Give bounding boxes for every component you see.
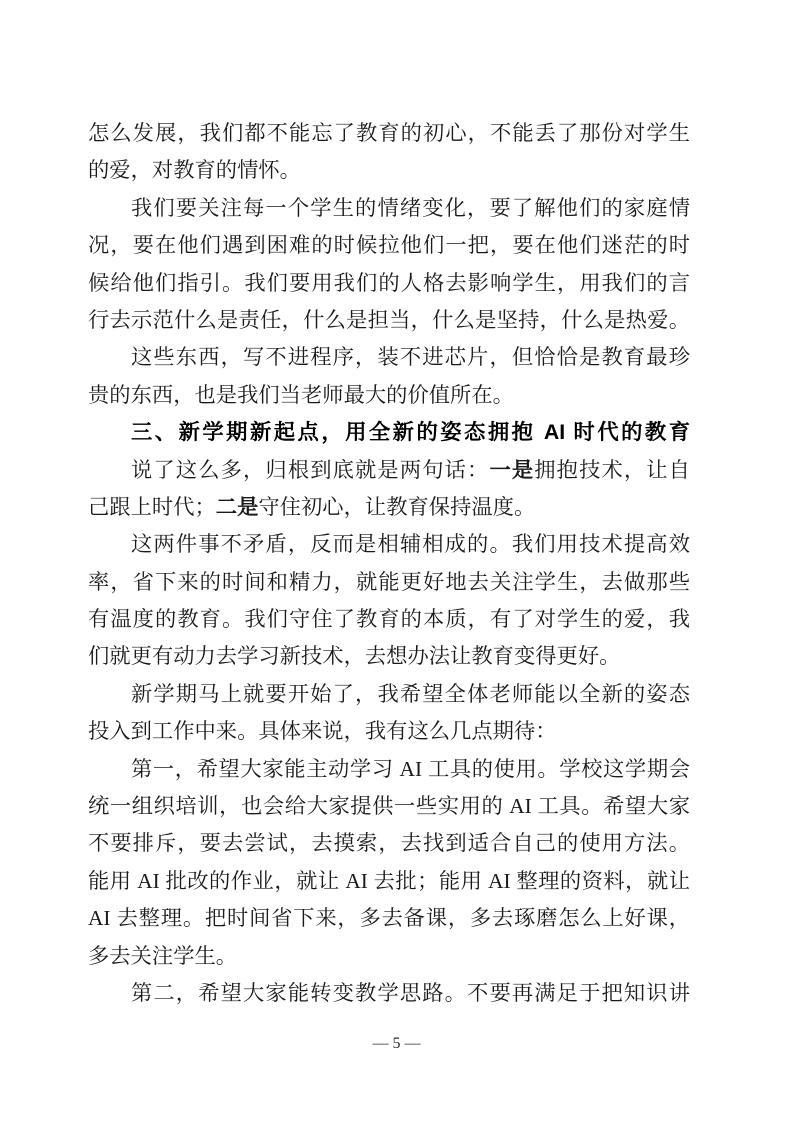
text-line [88,825,690,862]
text-run: 拥抱技术，让自 [534,457,690,482]
text-run: 投入到工作中来。具体来说，我有这么几点期待： [88,719,557,744]
text-run: 己跟上时代； [88,494,216,519]
text-run: 候给他们指引。我们要用我们的人格去影响学生，用我们的言 [88,270,690,295]
text-run: 行去示范什么是责任，什么是担当，什么是坚持，什么是热爱。 [88,307,690,332]
text-run: 守住初心，让教育保持温度。 [258,494,536,519]
text-run: 贵的东西，也是我们当老师最大的价值所在。 [88,382,514,407]
text-line [88,938,690,975]
text-line [88,751,690,788]
text-run: 统一组织培训，也会给大家提供一些实用的 AI 工具。希望大家 [88,794,690,819]
bold-emphasis: 一是 [489,457,535,482]
text-line [88,676,690,713]
text-run: 怎么发展，我们都不能忘了教育的初心，不能丢了那份对学生 [88,121,690,145]
text-line [88,863,690,900]
bold-emphasis: 二是 [215,494,259,519]
text-run: 三、新学期新起点，用全新的姿态拥抱 AI 时代的教育 [131,420,690,445]
text-line [88,265,690,302]
text-run: 多去关注学生。 [88,943,238,968]
text-run: 第一，希望大家能主动学习 AI 工具的使用。学校这学期会 [131,756,690,781]
text-line [88,564,690,601]
text-line [88,975,690,1012]
text-line [88,526,690,563]
text-line [88,339,690,376]
text-line [88,190,690,227]
text-line [88,377,690,414]
text-line [88,227,690,264]
text-run: 新学期马上就要开始了，我希望全体老师能以全新的姿态 [131,681,690,706]
text-line [88,152,690,189]
text-line [88,302,690,339]
text-run: 不要排斥，要去尝试，去摸索，去找到适合自己的使用方法。 [88,831,690,856]
text-run: AI 去整理。把时间省下来，多去备课，多去琢磨怎么上好课， [88,906,690,931]
text-line [88,638,690,675]
document-content [88,115,690,1012]
text-line [88,452,690,489]
text-line [88,601,690,638]
text-line [88,115,690,152]
text-line [88,713,690,750]
text-run: 的爱，对教育的情怀。 [88,158,301,183]
section-heading [88,414,690,451]
text-run: 我们要关注每一个学生的情绪变化，要了解他们的家庭情 [131,195,690,220]
text-run: 说了这么多，归根到底就是两句话： [131,457,490,482]
text-run: 况，要在他们遇到困难的时候拉他们一把，要在他们迷茫的时 [88,233,690,258]
text-line [88,900,690,937]
text-run: 能用 AI 批改的作业，就让 AI 去批；能用 AI 整理的资料，就让 [88,868,690,893]
text-line [88,489,690,526]
text-run: 率，省下来的时间和精力，就能更好地去关注学生，去做那些 [88,569,690,594]
text-run: 们就更有动力去学习新技术，去想办法让教育变得更好。 [88,644,621,669]
text-run: 第二，希望大家能转变教学思路。不要再满足于把知识讲 [131,980,690,1005]
text-line [88,788,690,825]
text-run: 这两件事不矛盾，反而是相辅相成的。我们用技术提高效 [131,532,690,557]
text-run: 这些东西，写不进程序，装不进芯片，但恰恰是教育最珍 [131,345,690,370]
text-run: 有温度的教育。我们守住了教育的本质，有了对学生的爱，我 [88,607,690,632]
page-number: — 5 — [372,1035,421,1052]
